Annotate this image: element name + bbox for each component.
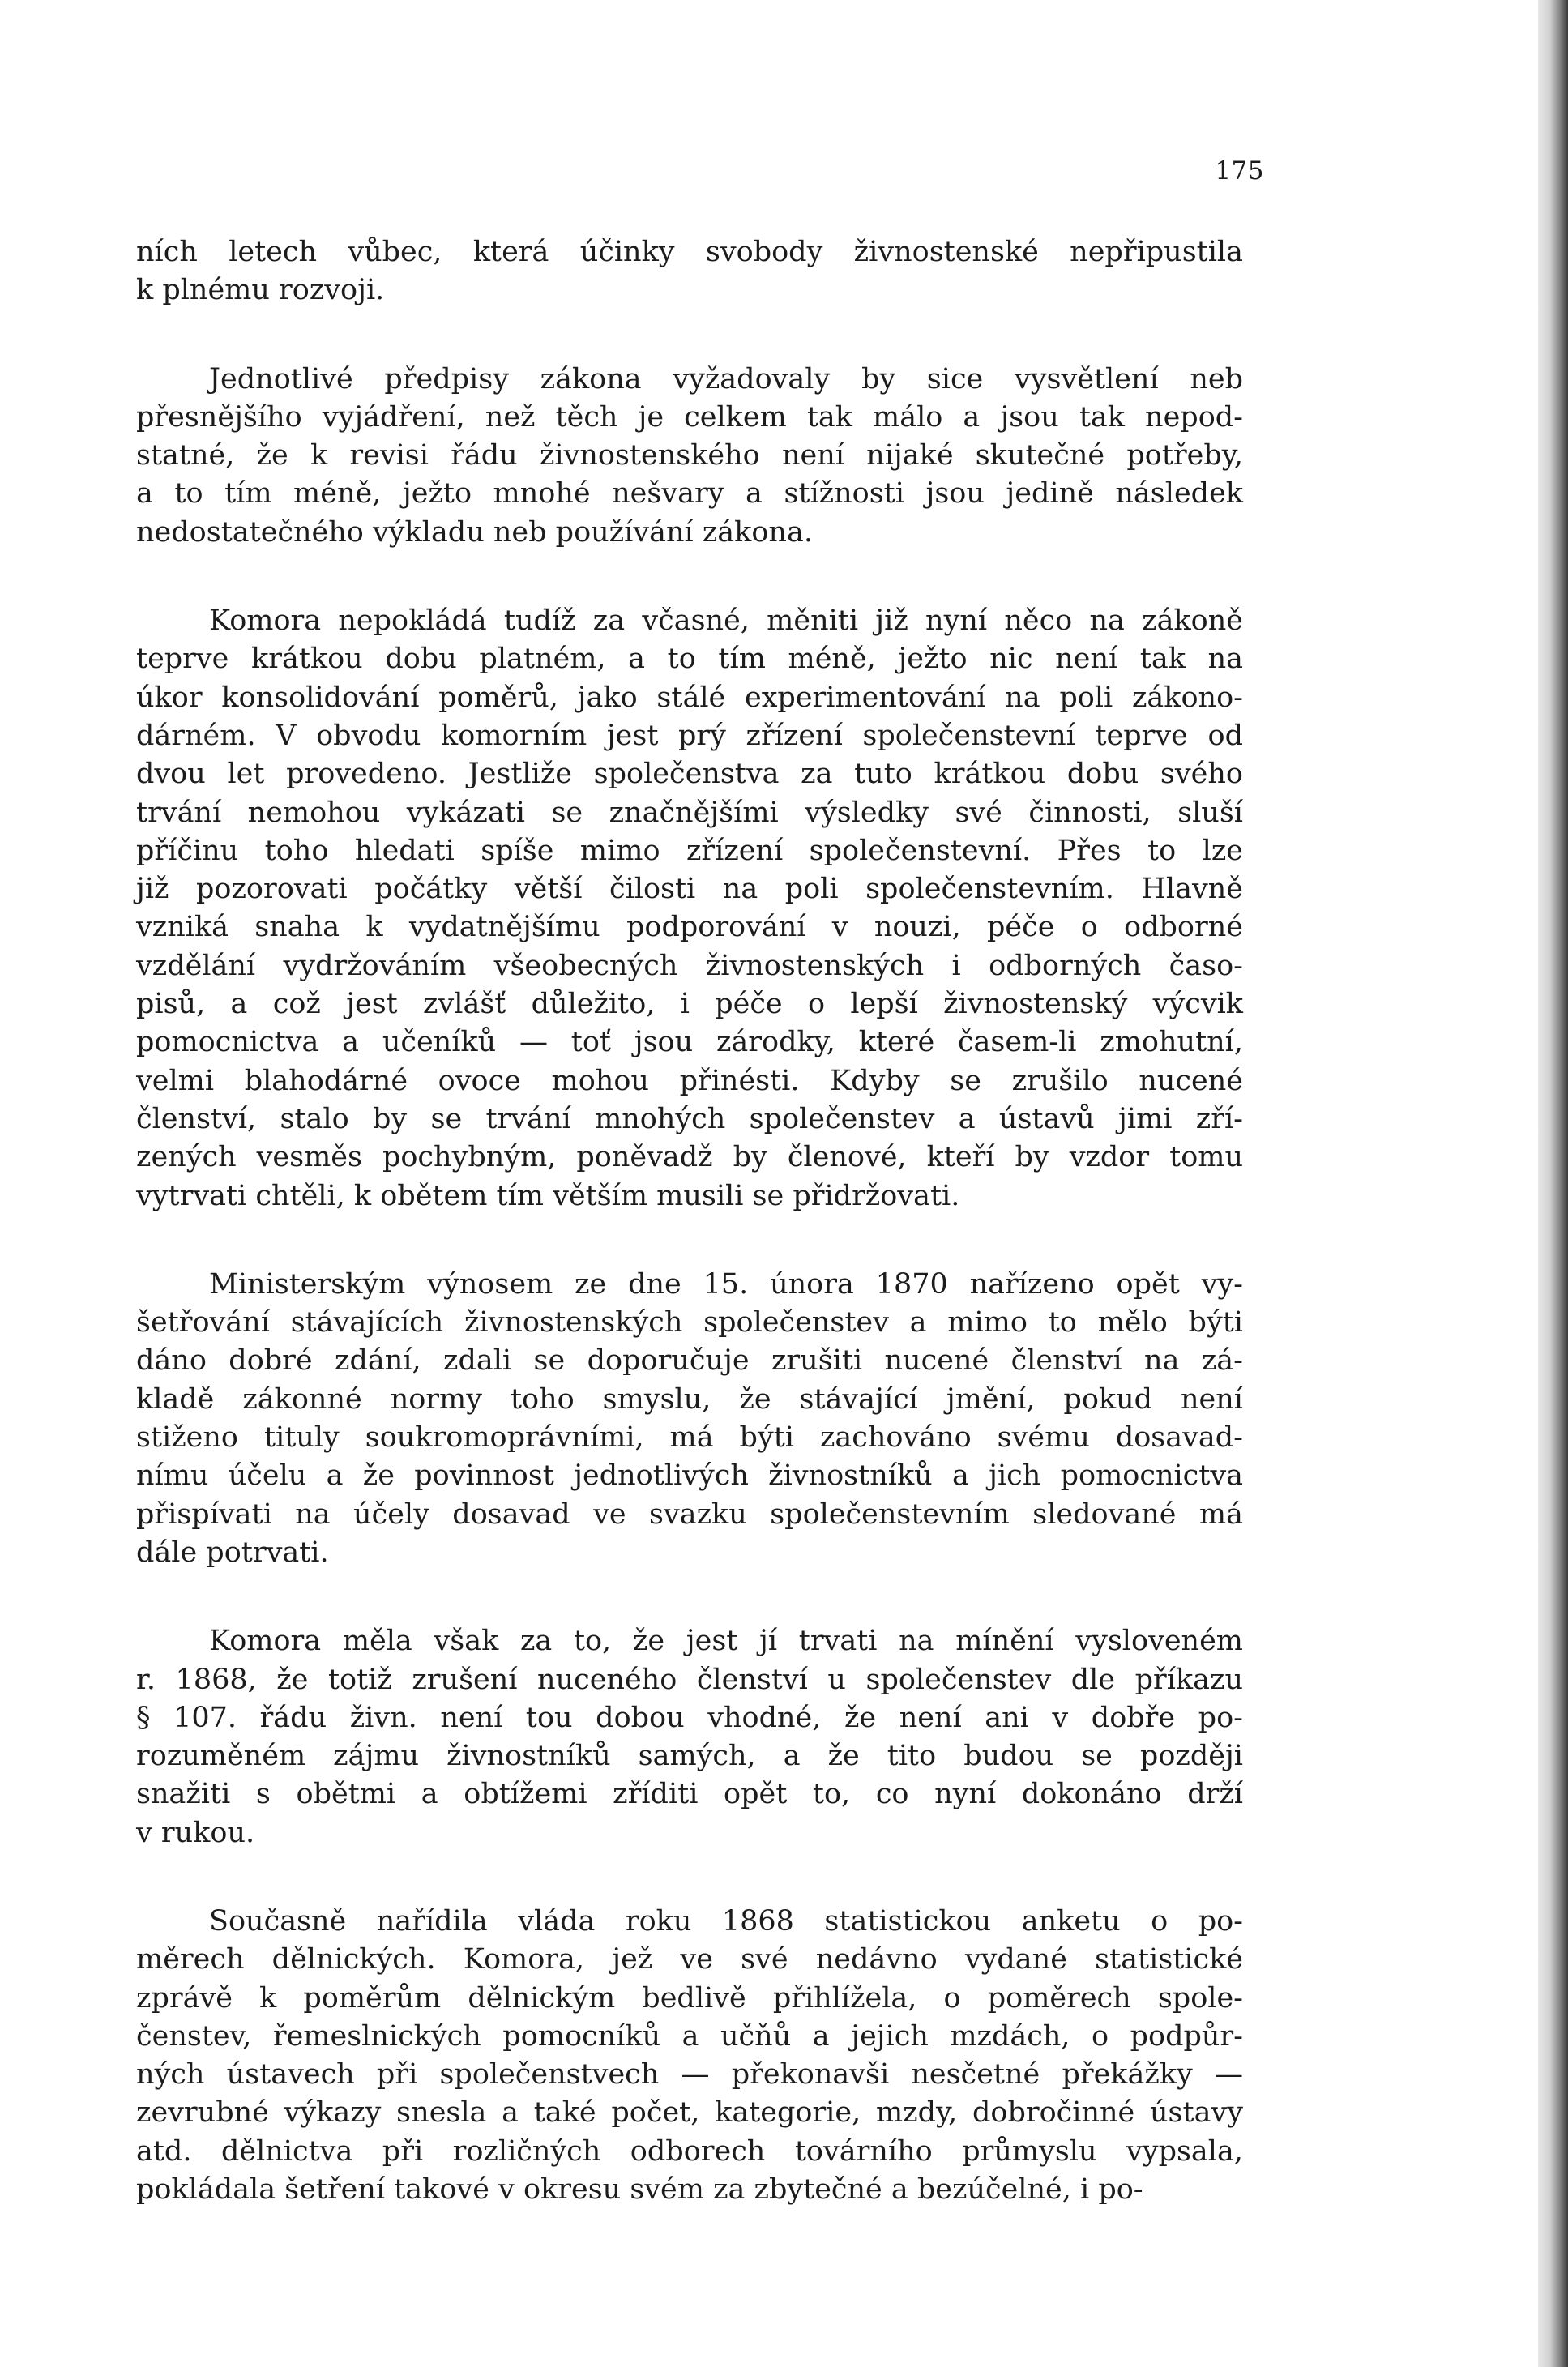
paragraph-gap [136, 1216, 1243, 1266]
text-line: Jednotlivé předpisy zákona vyžadovaly by sice vysvětlení neb [209, 362, 1243, 395]
text-line: příčinu toho hledati spíše mimo zřízení společenstevní. Přes to lze [136, 834, 1243, 867]
text-line: velmi blahodárné ovoce mohou přinésti. Kdyby se zrušilo nucené [136, 1064, 1243, 1097]
text-line: trvání nemohou vykázati se značnějšími výsledky své činnosti, sluší [136, 796, 1243, 829]
text-line: Ministerským výnosem ze dne 15. února 1870 nařízeno opět vy- [209, 1267, 1243, 1301]
text-line: zevrubné výkazy snesla a také počet, kategorie, mzdy, dobročinné ústavy [136, 2096, 1243, 2130]
text-line: nímu účelu a že povinnost jednotlivých živnostníků a jich pomocnictva [136, 1459, 1243, 1493]
paragraph-gap [136, 1572, 1243, 1622]
text-line: Současně nařídila vláda roku 1868 statistickou anketu o po- [209, 1904, 1243, 1938]
text-line: pomocnictva a učeníků — toť jsou zárodky, které časem-li zmohutní, [136, 1026, 1243, 1059]
text-line: přesnějšího vyjádření, než těch je celkem tak málo a jsou tak nepod- [136, 400, 1243, 434]
text-line: přispívati na účely dosavad ve svazku společenstevním sledované má [136, 1498, 1243, 1531]
paragraph-gap [136, 1852, 1243, 1903]
text-line: dáno dobré zdání, zdali se doporučuje zrušiti nucené členství na zá- [136, 1344, 1243, 1378]
text-line: Komora nepokládá tudíž za včasné, měniti již nyní něco na zákoně [209, 605, 1243, 638]
text-line: ných ústavech při společenstvech — překonavši nesčetné překážky — [136, 2058, 1243, 2091]
text-line: k plnému rozvoji. [136, 274, 385, 307]
paragraph-gap [136, 310, 1243, 361]
text-line: zených vesměs pochybným, poněvadž by členové, kteří by vzdor tomu [136, 1141, 1243, 1174]
text-line: vzniká snaha k vydatnějšímu podporování v nouzi, péče o odborné [136, 911, 1243, 944]
text-line: dárném. V obvodu komorním jest prý zřízení společenstevní teprve od [136, 719, 1243, 752]
text-line: v rukou. [136, 1816, 255, 1849]
text-line: § 107. řádu živn. není tou dobou vhodné, že není ani v dobře po- [136, 1701, 1243, 1734]
text-line: dvou let provedeno. Jestliže společenstva za tuto krátkou dobu svého [136, 758, 1243, 791]
text-line: zprávě k poměrům dělnickým bedlivě přihlížela, o poměrech spole- [136, 1981, 1243, 2015]
text-line: kladě zákonné normy toho smyslu, že stávající jmění, pokud není [136, 1382, 1243, 1416]
text-line: šetřování stávajících živnostenských společenstev a mimo to mělo býti [136, 1306, 1243, 1339]
paragraph [136, 1622, 1243, 1852]
text-line: již pozorovati počátky větší čilosti na poli společenstevním. Hlavně [136, 873, 1243, 906]
paragraph [136, 361, 1243, 552]
text-line: teprve krátkou dobu platném, a to tím méně, ježto nic není tak na [136, 643, 1243, 676]
text-line: členství, stalo by se trvání mnohých společenstev a ústavů jimi zří- [136, 1102, 1243, 1135]
paragraph [136, 1903, 1243, 2209]
text-line: Komora měla však za to, že jest jí trvati na mínění vysloveném [209, 1625, 1243, 1658]
text-line: pokládala šetření takové v okresu svém za zbytečné a bezúčelné, i po- [136, 2173, 1143, 2207]
text-line: r. 1868, že totiž zrušení nuceného členství u společenstev dle příkazu [136, 1663, 1243, 1696]
text-line: rozuměném zájmu živnostníků samých, a že tito budou se později [136, 1740, 1243, 1773]
text-line: vytrvati chtěli, k obětem tím větším musili se přidržovati. [136, 1179, 960, 1212]
text-line: statné, že k revisi řádu živnostenského není nijaké skutečné potřeby, [136, 439, 1243, 472]
paragraph-gap [136, 552, 1243, 602]
paragraph [136, 233, 1243, 310]
text-line: nedostatečného výkladu neb používání zákona. [136, 515, 813, 549]
text-line: pisů, a což jest zvlášť důležito, i péče o lepší živnostenský výcvik [136, 988, 1243, 1021]
text-line: dále potrvati. [136, 1536, 329, 1569]
text-line: úkor konsolidování poměrů, jako stálé experimentování na poli zákono- [136, 681, 1243, 714]
text-line: a to tím méně, ježto mnohé nešvary a stížnosti jsou jedině následek [136, 477, 1243, 511]
paragraph [136, 1266, 1243, 1572]
text-line: vzdělání vydržováním všeobecných živnostenských i odborných časo- [136, 949, 1243, 982]
page-number: 175 [1215, 156, 1264, 186]
text-line: ních letech vůbec, která účinky svobody živnostenské nepřipustila [136, 236, 1243, 268]
book-spine-shadow [1538, 0, 1568, 2367]
paragraph [136, 602, 1243, 1216]
text-line: stiženo tituly soukromoprávními, má býti zachováno svému dosavad- [136, 1421, 1243, 1455]
text-line: měrech dělnických. Komora, jež ve své nedávno vydané statistické [136, 1943, 1243, 1976]
text-line: snažiti s obětmi a obtížemi zříditi opět to, co nyní dokonáno drží [136, 1778, 1243, 1811]
text-line: atd. dělnictva při rozličných odborech továrního průmyslu vypsala, [136, 2134, 1243, 2168]
text-line: čenstev, řemeslnických pomocníků a učňů a jejich mzdách, o podpůr- [136, 2019, 1243, 2053]
body-text [136, 233, 1243, 2209]
